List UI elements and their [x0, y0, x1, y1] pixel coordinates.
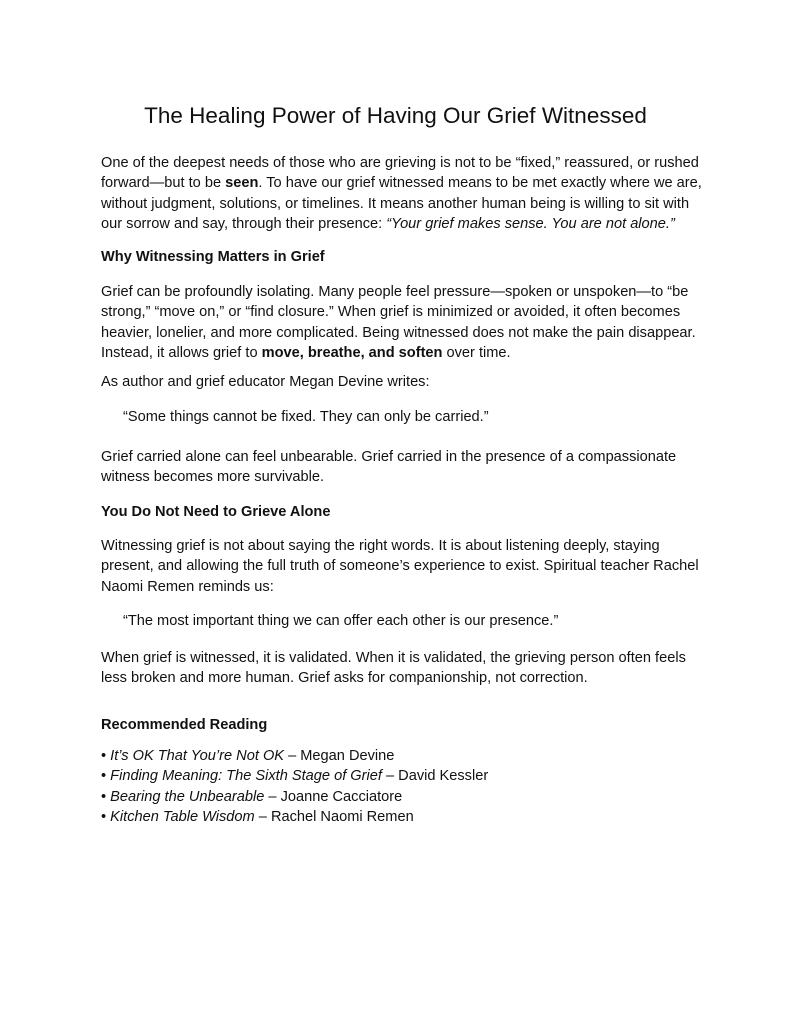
intro-paragraph	[101, 153, 701, 234]
text-line: One of the deepest needs of those who are grieving is not to be “fixed,” reassured, or rushed	[101, 155, 699, 171]
book-author: Rachel Naomi Remen	[270, 808, 414, 825]
book-title: Kitchen Table Wisdom	[110, 808, 255, 825]
text-line: present, and allowing the full truth of someone’s experience to exist. Spiritual teacher Rachel	[101, 558, 699, 575]
separator: –	[381, 768, 399, 785]
reading-list	[101, 746, 488, 827]
reading-list-item	[101, 807, 488, 827]
document-title: The Healing Power of Having Our Grief Witnessed	[144, 103, 647, 128]
book-title: Finding Meaning: The Sixth Stage of Grief	[110, 768, 382, 785]
text-line: Grief can be profoundly isolating. Many people feel pressure—spoken or unspoken—to “be	[101, 284, 689, 300]
text-line: witness becomes more survivable.	[101, 469, 325, 486]
text-run: . To have our grief witnessed means to be met exactly where we are,	[258, 175, 702, 192]
section1-paragraph-3	[101, 447, 701, 488]
section2-paragraph-1	[101, 536, 701, 597]
text-line	[101, 343, 701, 363]
text-run: Instead, it allows grief to	[101, 344, 262, 361]
block-quote-remen: “The most important thing we can offer each other is our presence.”	[123, 613, 559, 629]
text-line: heavier, lonelier, and more complicated. Being witnessed does not make the pain disappear.	[101, 324, 696, 341]
bullet-icon: •	[101, 808, 107, 825]
text-line: Witnessing grief is not about saying the right words. It is about listening deeply, staying	[101, 538, 660, 554]
text-line: When grief is witnessed, it is validated. When it is validated, the grieving person often feels	[101, 650, 686, 666]
section-heading-why-witnessing: Why Witnessing Matters in Grief	[101, 249, 325, 265]
text-line	[101, 173, 701, 193]
text-line: Grief carried alone can feel unbearable. Grief carried in the presence of a compassionate	[101, 449, 677, 465]
text-line	[101, 214, 701, 234]
book-author: David Kessler	[398, 768, 489, 785]
text-line: without judgment, solutions, or timelines. It means another human being is willing to sit with	[101, 195, 690, 212]
text-run: over time.	[442, 344, 511, 361]
section2-paragraph-2	[101, 648, 701, 689]
section1-paragraph-2: As author and grief educator Megan Devine writes:	[101, 374, 430, 390]
section1-paragraph-1	[101, 282, 701, 363]
block-quote-devine: “Some things cannot be fixed. They can only be carried.”	[123, 409, 489, 425]
book-title: Bearing the Unbearable	[110, 788, 265, 805]
bold-emphasis: seen	[225, 175, 259, 192]
text-line: less broken and more human. Grief asks for companionship, not correction.	[101, 670, 588, 687]
reading-list-item	[101, 746, 488, 766]
bullet-icon: •	[101, 748, 107, 764]
text-run: forward—but to be	[101, 175, 226, 192]
book-author: Joanne Cacciatore	[280, 788, 403, 805]
separator: –	[284, 748, 301, 764]
section-heading-grieve-alone: You Do Not Need to Grieve Alone	[101, 504, 331, 520]
book-author: Megan Devine	[300, 748, 395, 764]
book-title: It’s OK That You’re Not OK	[110, 748, 285, 764]
reading-list-item	[101, 766, 488, 786]
section-heading-recommended-reading: Recommended Reading	[101, 717, 268, 733]
reading-list-item	[101, 787, 488, 807]
bold-emphasis: move, breathe, and soften	[261, 344, 443, 361]
bullet-icon: •	[101, 768, 107, 785]
text-line: strong,” “move on,” or “find closure.” When grief is minimized or avoided, it often becomes	[101, 304, 681, 321]
separator: –	[254, 808, 271, 825]
text-run: our sorrow and say, through their presence:	[101, 215, 387, 232]
separator: –	[264, 788, 281, 805]
italic-quote: “Your grief makes sense. You are not alone.”	[386, 215, 675, 232]
text-line: Naomi Remen reminds us:	[101, 578, 274, 595]
bullet-icon: •	[101, 788, 107, 805]
